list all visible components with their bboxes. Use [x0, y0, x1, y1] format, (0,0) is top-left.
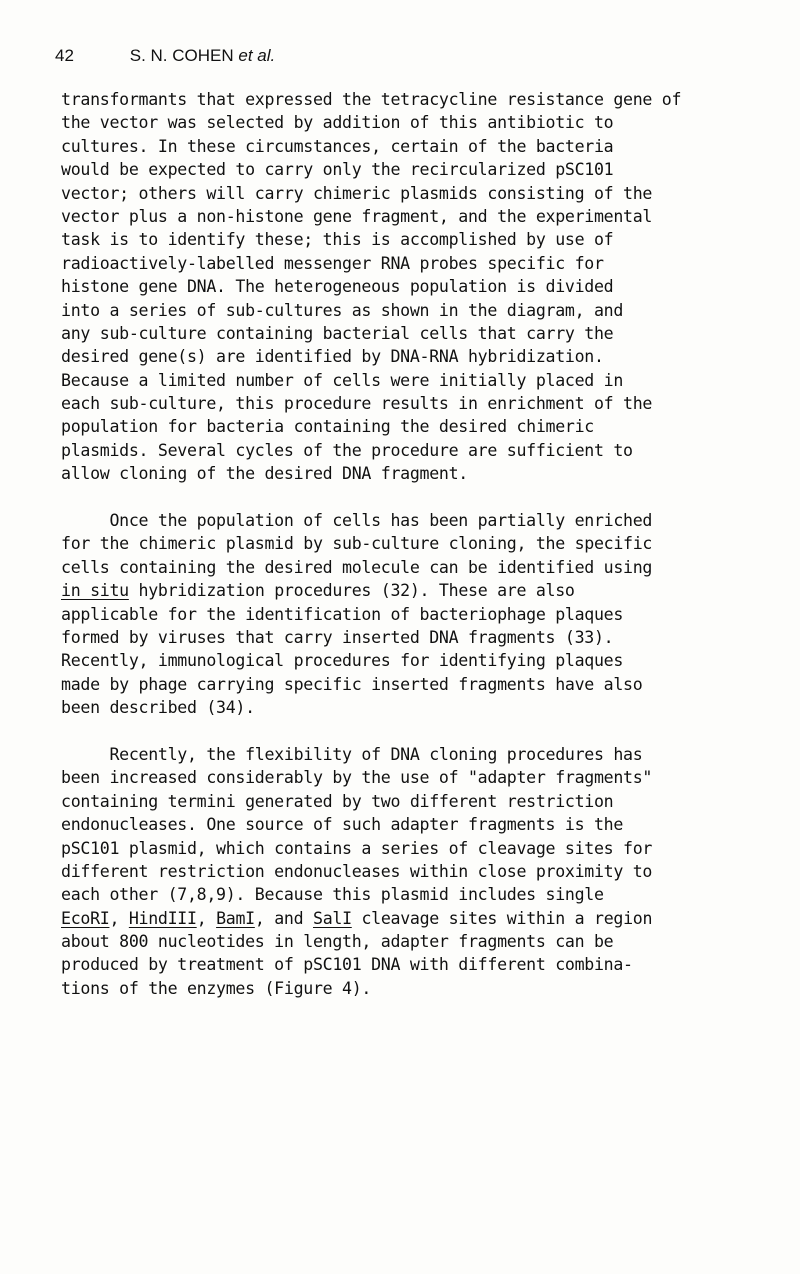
- paragraph-3: [61, 743, 761, 1000]
- text-line: vector plus a non-histone gene fragment, and the experimental: [61, 206, 653, 226]
- text-line: Once the population of cells has been partially enriched: [61, 511, 653, 531]
- text-line: vector; others will carry chimeric plasmids consisting of the: [61, 183, 653, 203]
- text-line: been described (34).: [61, 698, 255, 718]
- text-line: task is to identify these; this is accomplished by use of: [61, 230, 614, 250]
- text-line: pSC101 plasmid, which contains a series of cleavage sites for: [61, 838, 653, 858]
- paragraph-gap: [61, 486, 761, 509]
- text-line: for the chimeric plasmid by sub-culture cloning, the specific: [61, 534, 653, 554]
- text-line: the vector was selected by addition of this antibiotic to: [61, 113, 614, 133]
- text-line: desired gene(s) are identified by DNA-RNA hybridization.: [61, 347, 604, 367]
- paragraph-2: [61, 509, 761, 720]
- text-line: into a series of sub-cultures as shown in the diagram, and: [61, 300, 624, 320]
- text-line: produced by treatment of pSC101 DNA with different combina-: [61, 955, 633, 975]
- text-line: allow cloning of the desired DNA fragment.: [61, 464, 468, 484]
- text-line: about 800 nucleotides in length, adapter fragments can be: [61, 932, 614, 952]
- line-text: ,: [109, 908, 129, 928]
- paragraph-gap: [61, 720, 761, 743]
- text-line: been increased considerably by the use of "adapter fragments": [61, 768, 653, 788]
- text-line: cells containing the desired molecule can be identified using: [61, 557, 653, 577]
- text-line: Recently, the flexibility of DNA cloning procedures has: [61, 744, 643, 764]
- running-head-etal: et al.: [238, 46, 276, 65]
- running-head: [130, 46, 276, 65]
- paragraph-1: [61, 88, 761, 486]
- text-line: any sub-culture containing bacterial cells that carry the: [61, 323, 614, 343]
- text-line: [61, 907, 761, 930]
- text-line: each sub-culture, this procedure results in enrichment of the: [61, 394, 653, 414]
- line-text: , and: [254, 908, 313, 928]
- text-line: formed by viruses that carry inserted DNA fragments (33).: [61, 627, 614, 647]
- text-line: [61, 579, 761, 602]
- text-line: histone gene DNA. The heterogeneous population is divided: [61, 277, 614, 297]
- page-number: 42: [55, 46, 74, 65]
- text-line: transformants that expressed the tetracycline resistance gene of: [61, 90, 682, 109]
- line-text: ,: [196, 908, 217, 928]
- text-line: population for bacteria containing the desired chimeric: [61, 417, 594, 437]
- text-line: radioactively-labelled messenger RNA probes specific for: [61, 253, 604, 273]
- text-line: containing termini generated by two different restriction: [61, 791, 614, 811]
- running-head-author: S. N. COHEN: [129, 46, 234, 65]
- enzyme-name: HindIII: [128, 908, 197, 928]
- text-line: made by phage carrying specific inserted fragments have also: [61, 674, 643, 694]
- text-line: Recently, immunological procedures for identifying plaques: [61, 651, 624, 671]
- enzyme-name: SalI: [313, 908, 352, 928]
- text-line: applicable for the identification of bacteriophage plaques: [61, 604, 624, 624]
- line-text: hybridization procedures (32). These are also: [128, 581, 575, 601]
- text-line: each other (7,8,9). Because this plasmid includes single: [61, 885, 604, 905]
- enzyme-name: EcoRI: [61, 908, 110, 928]
- text-line: Because a limited number of cells were initially placed in: [61, 370, 624, 390]
- text-line: tions of the enzymes (Figure 4).: [61, 978, 372, 998]
- text-line: would be expected to carry only the recircularized pSC101: [61, 160, 614, 180]
- text-line: different restriction endonucleases within close proximity to: [61, 861, 653, 881]
- enzyme-name: BamI: [216, 908, 255, 928]
- body-text: [61, 88, 761, 1000]
- text-line: endonucleases. One source of such adapter fragments is the: [61, 815, 624, 835]
- underlined-term: in situ: [61, 581, 129, 601]
- line-text: cleavage sites within a region: [351, 908, 653, 928]
- text-line: cultures. In these circumstances, certain of the bacteria: [61, 136, 614, 156]
- page-header: [55, 46, 275, 66]
- text-line: plasmids. Several cycles of the procedure are sufficient to: [61, 440, 633, 460]
